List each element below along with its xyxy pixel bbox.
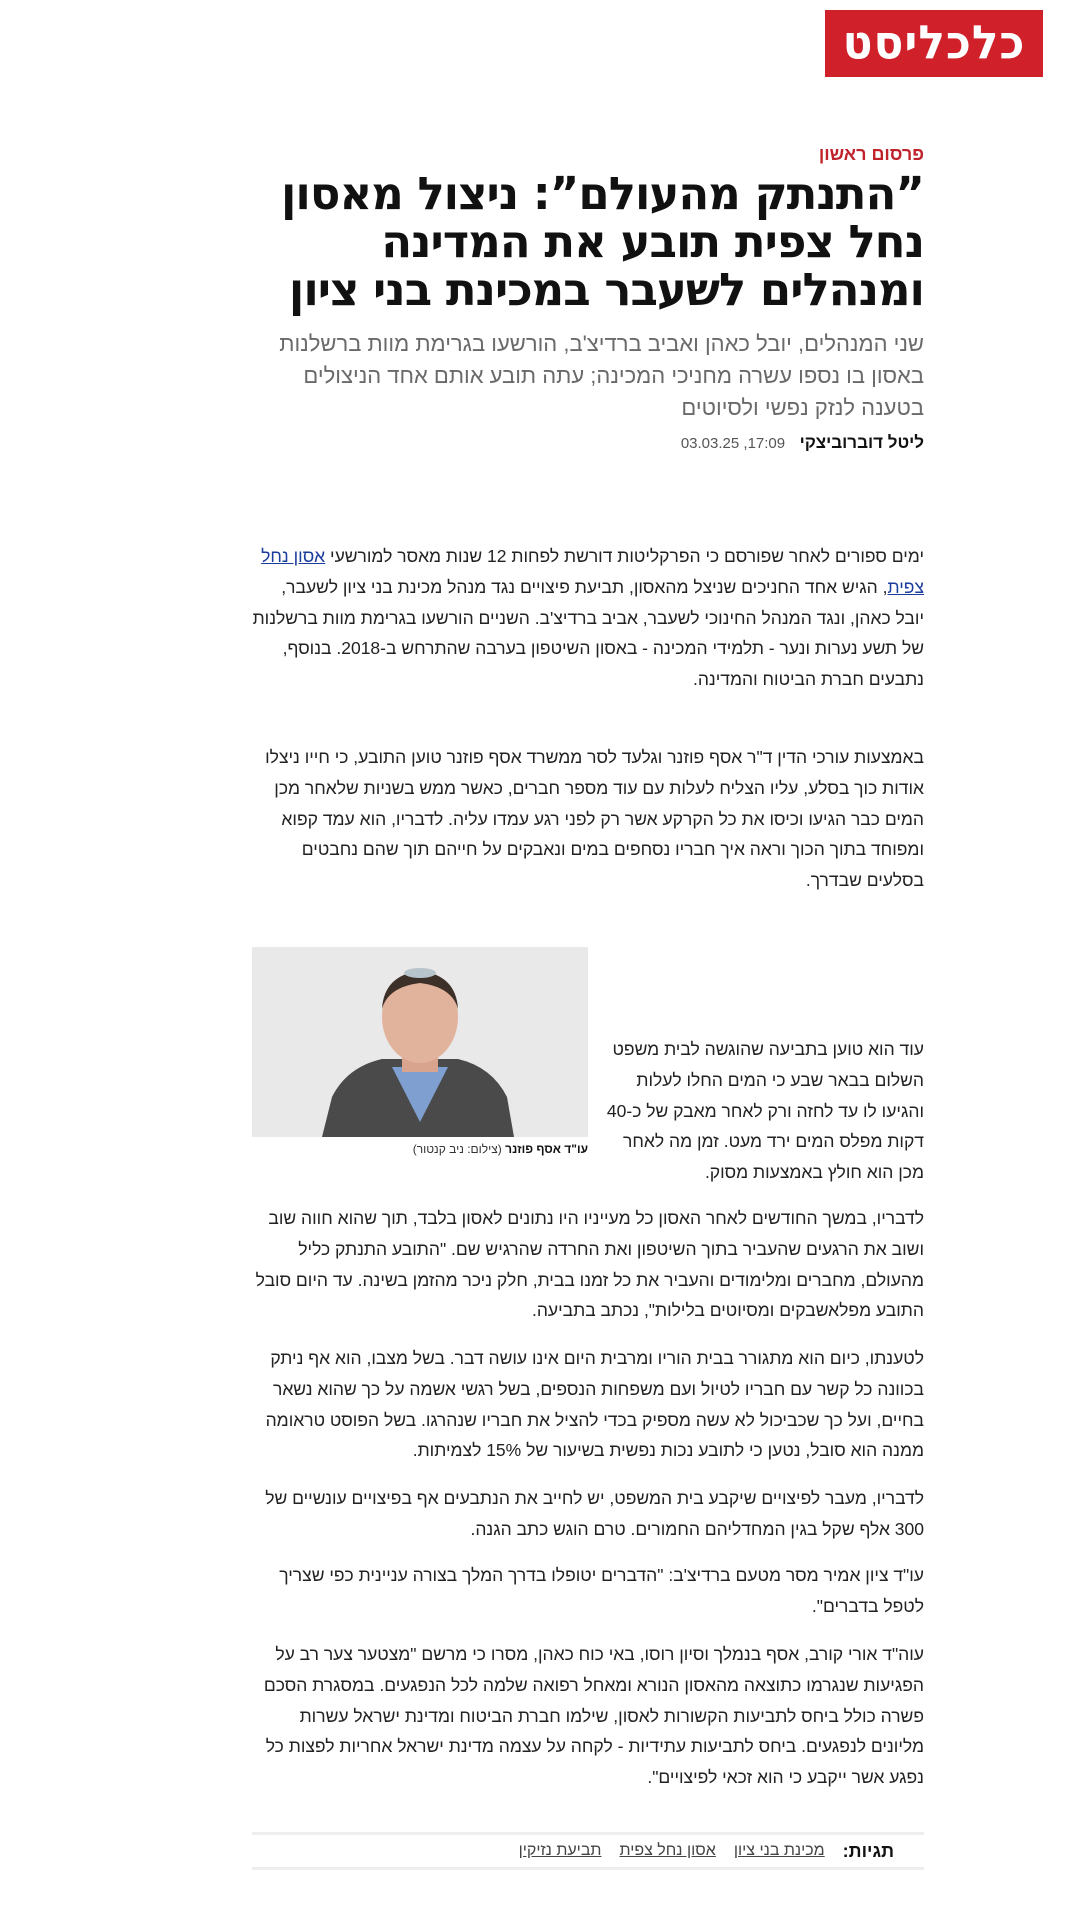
author-name[interactable]: ליטל דוברוביצקי <box>799 433 924 452</box>
article-subtitle: שני המנהלים, יובל כאהן ואביב ברדיצ'ב, הורשעו בגרימת מוות ברשלנות באסון בו נספו עשרה מחניכי המכינה; עתה תובע אותם אחד הניצולים בטענה לנזק נפשי ולסיוטים <box>279 331 924 420</box>
p1-text-before: ימים ספורים לאחר שפורסם כי הפרקליטות דורשת לפחות 12 שנות מאסר למורשעי <box>325 546 924 566</box>
tag-link[interactable]: מכינת בני ציון <box>733 1842 825 1859</box>
paragraph-2: באמצעות עורכי הדין ד"ר אסף פוזנר וגלעד לסר ממשרד אסף פוזנר טוען התובע, כי חייו ניצלו אודות כוך בסלע, עליו הצליח לעלות עם עוד מספר חברים, כאשר ממש בשניות שלאחר מכן המים כבר הגיעו וכיסו את כל הקרקע אשר רק לפני רגע עמדו עליה. לדבריו, הוא עמד קפוא ומפוחד בתוך הכוך וראה איך חבריו נסחפים במים ונאבקים על חייהם תוך שהם נחבטים בסלעים שבדרך. <box>265 747 924 891</box>
paragraph-6: לדבריו, מעבר לפיצויים שיקבע בית המשפט, יש לחייב את הנתבעים אף בפיצויים עונשיים של 300 אלף שקל בגין המחדליהם החמורים. טרם הוגש כתב הגנה. <box>265 1488 924 1539</box>
link-nahal-tzafit[interactable]: אסון נחל צפית <box>261 546 924 597</box>
paragraph-1 <box>252 541 924 695</box>
caption-credit: (צילום: ניב קנטור) <box>412 1142 502 1156</box>
paragraph-5: לטענתו, כיום הוא מתגורר בבית הוריו ומרבית היום אינו עושה דבר. בשל מצבו, הוא אף ניתק בכוונה כל קשר עם חבריו לטיול ועם משפחות הנספים, בשל רגשי אשמה על כך שהוא נשאר בחיים, ועל כך שכביכול לא עשה מספיק בכדי להציל את חבריו שנהרגו. בשל הפוסט טראומה ממנה הוא סובל, נטען כי לתובע נכות נפשית בשיעור של 15% לצמיתות. <box>265 1348 924 1461</box>
paragraph-7: עו"ד ציון אמיר מסר מטעם ברדיצ'ב: "הדברים יטופלו בדרך המלך בצורה עניינית כפי שצריך לטפל בדברים". <box>279 1565 924 1616</box>
caption-name: עו"ד אסף פוזנר <box>505 1142 588 1156</box>
paragraph-4: לדבריו, במשך החודשים לאחר האסון כל מעייניו היו נתונים לאסון בלבד, תוך שהוא חווה שוב ושוב את הרגעים שהעביר בתוך השיטפון ואת החרדה שהרגיש שם. "התובע התנתק כליל מהעולם, מחברים ומלימודים והעביר את כל זמנו בבית, חלק ניכר מהזמן בשינה. עד היום סובל התובע מפלאשבקים ומסיוטים בלילות", נכתב בתביעה. <box>255 1208 924 1321</box>
byline <box>252 433 924 453</box>
article-photo <box>252 947 588 1137</box>
tag-link[interactable]: אסון נחל צפית <box>619 1842 716 1859</box>
article-headline: ”התנתק מהעולם”: ניצול מאסון נחל צפית תובע את המדינה ומנהלים לשעבר במכינת בני ציון <box>280 167 924 316</box>
site-logo[interactable] <box>825 10 1043 77</box>
paragraph-8: עוה"ד אורי קורב, אסף בנמלך וסיון רוסו, באי כוח כאהן, מסרו כי מרשם "מצטער צער רב על הפגיעות שנגרמו כתוצאה מהאסון הנורא ומאחל רפואה שלמה לכל הנפגעים. במסגרת הסכם פשרה כולל ביחס לתביעות הקשורות לאסון, שילמו חברת הביטוח ומדינת ישראל עשרות מליונים לנפגעים. ביחס לתביעות עתידיות - לקחה על עצמה מדינת ישראל אחריות לפצות כל נפגע אשר ייקבע כי הוא זכאי לפיצויים". <box>263 1644 924 1788</box>
article-kicker: פרסום ראשון <box>818 144 924 164</box>
p1-text-after: , הגיש אחד החניכים שניצל מהאסון, תביעת פיצויים נגד מנהל מכינת בני ציון לשעבר, יובל כאהן, ונגד המנהל החינוכי לשעבר, אביב ברדיצ'ב. השניים הורשעו בגרימת מוות ברשלנות של תשע נערות ונער - תלמידי המכינה - באסון השיטפון בערבה שהתרחש ב-2018. בנוסף, נתבעים חברת הביטוח והמדינה. <box>252 576 924 690</box>
portrait-image <box>252 947 588 1137</box>
logo-text: כלכליסט <box>842 16 1026 71</box>
publish-date: 17:09, 03.03.25 <box>680 435 786 452</box>
tags-label: תגיות: <box>842 1840 894 1861</box>
photo-caption <box>252 1142 588 1156</box>
paragraph-3: עוד הוא טוען בתביעה שהוגשה לבית משפט השלום בבאר שבע כי המים החלו לעלות והגיעו לו עד לחזה ורק לאחר מאבק של כ-40 דקות מפלס המים ירד מעט. זמן מה לאחר מכן הוא חולץ באמצעות מסוק. <box>606 1039 924 1183</box>
tags-bar <box>252 1832 924 1870</box>
tag-link[interactable]: תביעת נזיקין <box>518 1842 602 1859</box>
